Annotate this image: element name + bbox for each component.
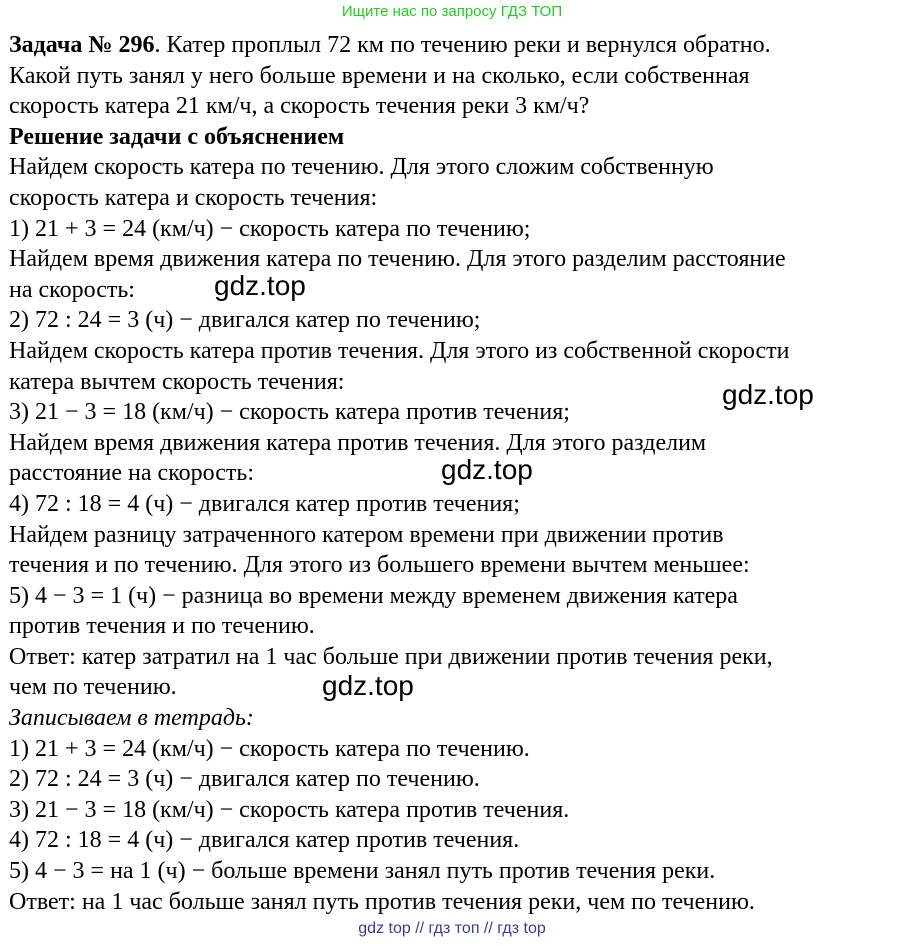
- solution-line: катера вычтем скорость течения:: [9, 368, 345, 395]
- solution-line: Найдем время движения катера по течению. Для этого разделим расстояние: [9, 246, 786, 273]
- task-statement-line-2: Какой путь занял у него больше времени и на сколько, если собственная: [9, 62, 750, 89]
- notebook-answer: Ответ: на 1 час больше занял путь против течения реки, чем по течению.: [9, 888, 755, 915]
- solution-line: Найдем скорость катера по течению. Для этого сложим собственную: [9, 154, 714, 181]
- task-statement-line-3: скорость катера 21 км/ч, а скорость течения реки 3 км/ч?: [9, 93, 590, 120]
- solution-step-5: 5) 4 − 3 = 1 (ч) − разница во времени между временем движения катера: [9, 582, 738, 609]
- top-banner[interactable]: Ищите нас по запросу ГДЗ ТОП: [341, 3, 563, 20]
- task-statement-line-1: [9, 30, 899, 61]
- watermark: gdz.top: [441, 454, 533, 485]
- watermark: gdz.top: [722, 379, 814, 410]
- solution-line: против течения и по течению.: [9, 613, 315, 640]
- solution-line: на скорость:: [9, 276, 135, 303]
- solution-step-3: 3) 21 − 3 = 18 (км/ч) − скорость катера против течения;: [9, 399, 570, 426]
- solution-heading: Решение задачи с объяснением: [9, 123, 345, 150]
- solution-step-2: 2) 72 : 24 = 3 (ч) − двигался катер по течению;: [9, 307, 481, 334]
- task-title: Задача № 296: [9, 32, 155, 58]
- solution-line: течения и по течению. Для этого из большего времени вычтем меньшее:: [9, 552, 750, 579]
- solution-line: расстояние на скорость:: [9, 460, 254, 487]
- solution-line: Найдем скорость катера против течения. Для этого из собственной скорости: [9, 337, 790, 364]
- notebook-line: 2) 72 : 24 = 3 (ч) − двигался катер по течению.: [9, 766, 480, 793]
- solution-line: Найдем время движения катера против течения. Для этого разделим: [9, 429, 707, 456]
- task-statement-rest: . Катер проплыл 72 км по течению реки и вернулся обратно.: [154, 32, 771, 58]
- footer-links[interactable]: gdz top // гдз топ // гдз top: [358, 920, 546, 937]
- notebook-heading: Записываем в тетрадь:: [9, 705, 254, 732]
- solution-step-4: 4) 72 : 18 = 4 (ч) − двигался катер против течения;: [9, 490, 520, 517]
- solution-step-1: 1) 21 + 3 = 24 (км/ч) − скорость катера по течению;: [9, 215, 531, 242]
- watermark: gdz.top: [322, 670, 414, 701]
- solution-answer: Ответ: катер затратил на 1 час больше при движении против течения реки,: [9, 643, 773, 670]
- notebook-line: 3) 21 − 3 = 18 (км/ч) − скорость катера против течения.: [9, 796, 570, 823]
- solution-line: скорость катера и скорость течения:: [9, 184, 378, 211]
- watermark: gdz.top: [214, 270, 306, 301]
- notebook-line: 1) 21 + 3 = 24 (км/ч) − скорость катера по течению.: [9, 735, 530, 762]
- solution-answer: чем по течению.: [9, 674, 177, 701]
- notebook-line: 5) 4 − 3 = на 1 (ч) − больше времени занял путь против течения реки.: [9, 858, 716, 885]
- notebook-line: 4) 72 : 18 = 4 (ч) − двигался катер против течения.: [9, 827, 520, 854]
- solution-line: Найдем разницу затраченного катером времени при движении против: [9, 521, 724, 548]
